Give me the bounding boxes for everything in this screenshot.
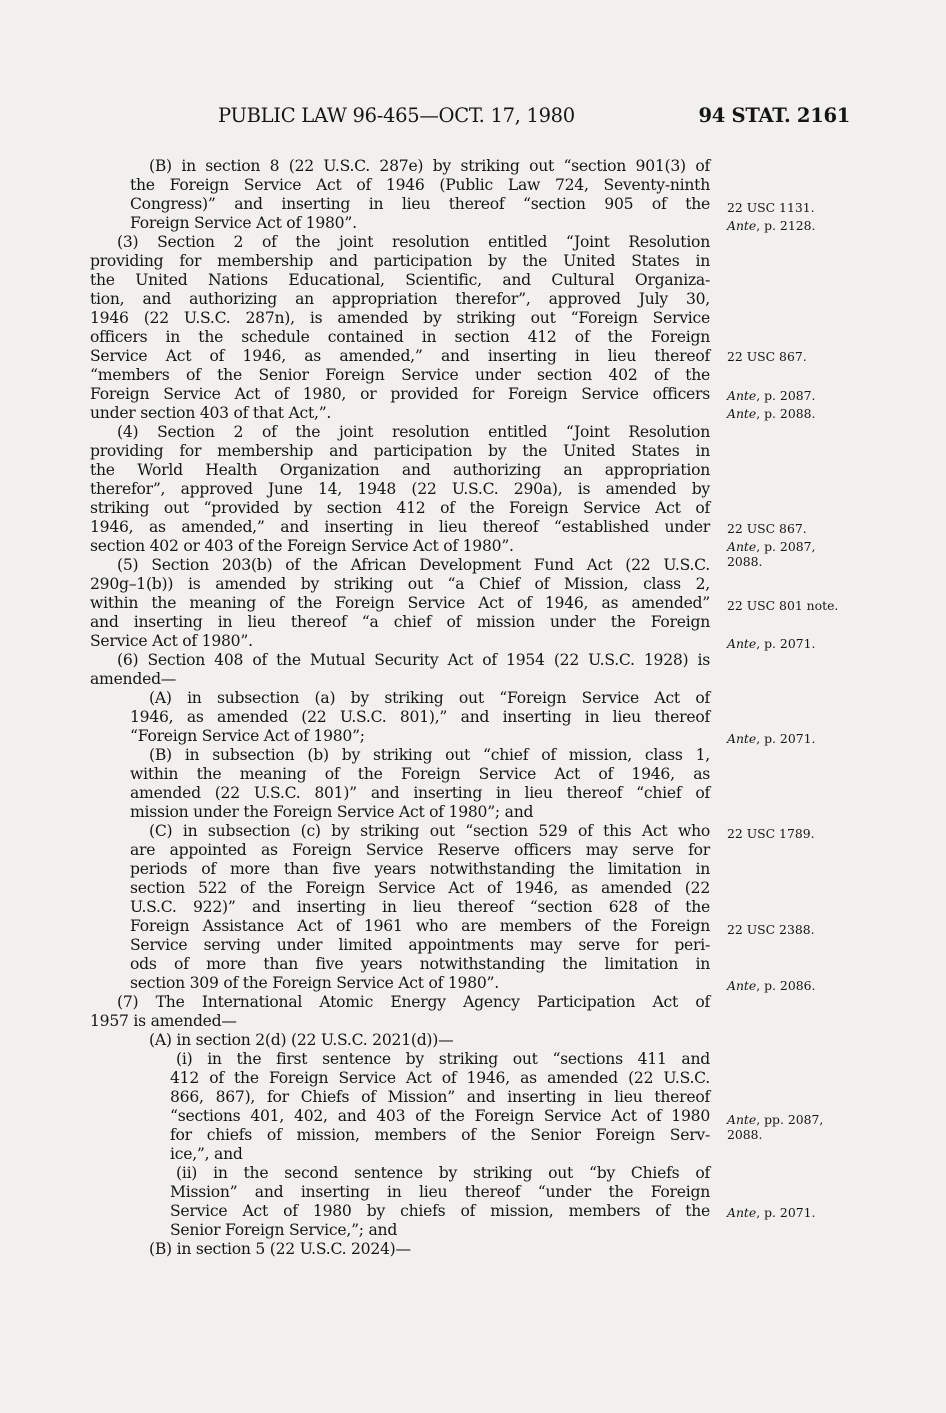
text-line: Congress)” and inserting in lieu thereof “section 905 of the — [130, 195, 710, 213]
text-line: are appointed as Foreign Service Reserve officers may serve for — [130, 841, 710, 859]
text-line: U.S.C. 922)” and inserting in lieu thereof “section 628 of the — [130, 898, 710, 916]
text-line: “sections 401, 402, and 403 of the Foreign Service Act of 1980 — [170, 1107, 710, 1125]
text-line: section 402 or 403 of the Foreign Service Act of 1980”. — [90, 537, 514, 555]
text-line: 290g–1(b)) is amended by striking out “a Chief of Mission, class 2, — [90, 575, 710, 593]
text-line: Mission” and inserting in lieu thereof “under the Foreign — [170, 1183, 710, 1201]
margin-note: Ante, p. 2071. — [727, 636, 816, 651]
text-line: Foreign Service Act of 1980, or provided for Foreign Service officers — [90, 385, 710, 403]
text-line: for chiefs of mission, members of the Senior Foreign Serv- — [170, 1126, 710, 1144]
text-line: 1946, as amended,” and inserting in lieu thereof “established under — [90, 518, 710, 536]
text-line: 866, 867), for Chiefs of Mission” and inserting in lieu thereof — [170, 1088, 710, 1106]
margin-note: 22 USC 1131. — [727, 200, 815, 215]
page-number: 94 STAT. 2161 — [698, 104, 850, 127]
text-line: mission under the Foreign Service Act of 1980”; and — [130, 803, 534, 821]
margin-note: Ante, p. 2086. — [727, 978, 816, 993]
margin-note: 2088. — [727, 554, 763, 569]
text-line: (7) The International Atomic Energy Agency Participation Act of — [117, 993, 710, 1011]
text-line: 1946 (22 U.S.C. 287n), is amended by striking out “Foreign Service — [90, 309, 710, 327]
text-line: amended— — [90, 670, 177, 688]
margin-note: 22 USC 867. — [727, 349, 807, 364]
text-line: officers in the schedule contained in section 412 of the Foreign — [90, 328, 710, 346]
text-line: the United Nations Educational, Scientific, and Cultural Organiza- — [90, 271, 710, 289]
text-line: within the meaning of the Foreign Service Act of 1946, as — [130, 765, 710, 783]
text-line: section 522 of the Foreign Service Act of 1946, as amended (22 — [130, 879, 710, 897]
text-line: Foreign Service Act of 1980”. — [130, 214, 357, 232]
text-line: 1946, as amended (22 U.S.C. 801),” and inserting in lieu thereof — [130, 708, 710, 726]
margin-note: Ante, p. 2087. — [727, 388, 816, 403]
text-line: the World Health Organization and authorizing an appropriation — [90, 461, 710, 479]
text-line: ice,”, and — [170, 1145, 243, 1163]
text-line: (3) Section 2 of the joint resolution entitled “Joint Resolution — [117, 233, 710, 251]
text-line: providing for membership and participation by the United States in — [90, 442, 710, 460]
text-line: Senior Foreign Service,”; and — [170, 1221, 398, 1239]
text-line: Foreign Assistance Act of 1961 who are members of the Foreign — [130, 917, 710, 935]
text-line: and inserting in lieu thereof “a chief of mission under the Foreign — [90, 613, 710, 631]
margin-note: 2088. — [727, 1127, 763, 1142]
text-line: striking out “provided by section 412 of the Foreign Service Act of — [90, 499, 710, 517]
text-line: (5) Section 203(b) of the African Development Fund Act (22 U.S.C. — [117, 556, 710, 574]
text-line: “members of the Senior Foreign Service under section 402 of the — [90, 366, 710, 384]
margin-note: 22 USC 801 note. — [727, 598, 839, 613]
margin-note: Ante, pp. 2087, — [727, 1112, 824, 1127]
margin-note: 22 USC 2388. — [727, 922, 815, 937]
text-line: amended (22 U.S.C. 801)” and inserting in lieu thereof “chief of — [130, 784, 710, 802]
text-line: therefor”, approved June 14, 1948 (22 U.S.C. 290a), is amended by — [90, 480, 710, 498]
margin-note: Ante, p. 2071. — [727, 731, 816, 746]
running-header-title: PUBLIC LAW 96-465—OCT. 17, 1980 — [218, 104, 575, 127]
margin-note: 22 USC 867. — [727, 521, 807, 536]
text-line: the Foreign Service Act of 1946 (Public Law 724, Seventy-ninth — [130, 176, 710, 194]
text-line: ods of more than five years notwithstanding the limitation in — [130, 955, 710, 973]
margin-note: Ante, p. 2088. — [727, 406, 816, 421]
text-line: (ii) in the second sentence by striking out “by Chiefs of — [176, 1164, 710, 1182]
text-line: (A) in section 2(d) (22 U.S.C. 2021(d))— — [149, 1031, 454, 1049]
text-line: Service Act of 1980 by chiefs of mission, members of the — [170, 1202, 710, 1220]
text-line: 412 of the Foreign Service Act of 1946, as amended (22 U.S.C. — [170, 1069, 710, 1087]
margin-note: Ante, p. 2087, — [727, 539, 816, 554]
text-line: providing for membership and participation by the United States in — [90, 252, 710, 270]
text-line: (B) in section 8 (22 U.S.C. 287e) by striking out “section 901(3) of — [149, 157, 710, 175]
text-line: (i) in the first sentence by striking out “sections 411 and — [176, 1050, 710, 1068]
text-line: (B) in subsection (b) by striking out “chief of mission, class 1, — [149, 746, 710, 764]
margin-note: Ante, p. 2128. — [727, 218, 816, 233]
margin-note: 22 USC 1789. — [727, 826, 815, 841]
text-line: (6) Section 408 of the Mutual Security Act of 1954 (22 U.S.C. 1928) is — [117, 651, 710, 669]
text-line: (B) in section 5 (22 U.S.C. 2024)— — [149, 1240, 411, 1258]
text-line: Service serving under limited appointments may serve for peri- — [130, 936, 710, 954]
text-line: Service Act of 1946, as amended,” and inserting in lieu thereof — [90, 347, 710, 365]
text-line: Service Act of 1980”. — [90, 632, 253, 650]
text-line: (4) Section 2 of the joint resolution entitled “Joint Resolution — [117, 423, 710, 441]
text-line: periods of more than five years notwithstanding the limitation in — [130, 860, 710, 878]
margin-note: Ante, p. 2071. — [727, 1205, 816, 1220]
text-line: (A) in subsection (a) by striking out “Foreign Service Act of — [149, 689, 710, 707]
text-line: under section 403 of that Act,”. — [90, 404, 332, 422]
text-line: (C) in subsection (c) by striking out “section 529 of this Act who — [149, 822, 710, 840]
text-line: “Foreign Service Act of 1980”; — [130, 727, 365, 745]
text-line: 1957 is amended— — [90, 1012, 237, 1030]
text-line: within the meaning of the Foreign Service Act of 1946, as amended” — [90, 594, 710, 612]
text-line: tion, and authorizing an appropriation therefor”, approved July 30, — [90, 290, 710, 308]
text-line: section 309 of the Foreign Service Act of 1980”. — [130, 974, 499, 992]
